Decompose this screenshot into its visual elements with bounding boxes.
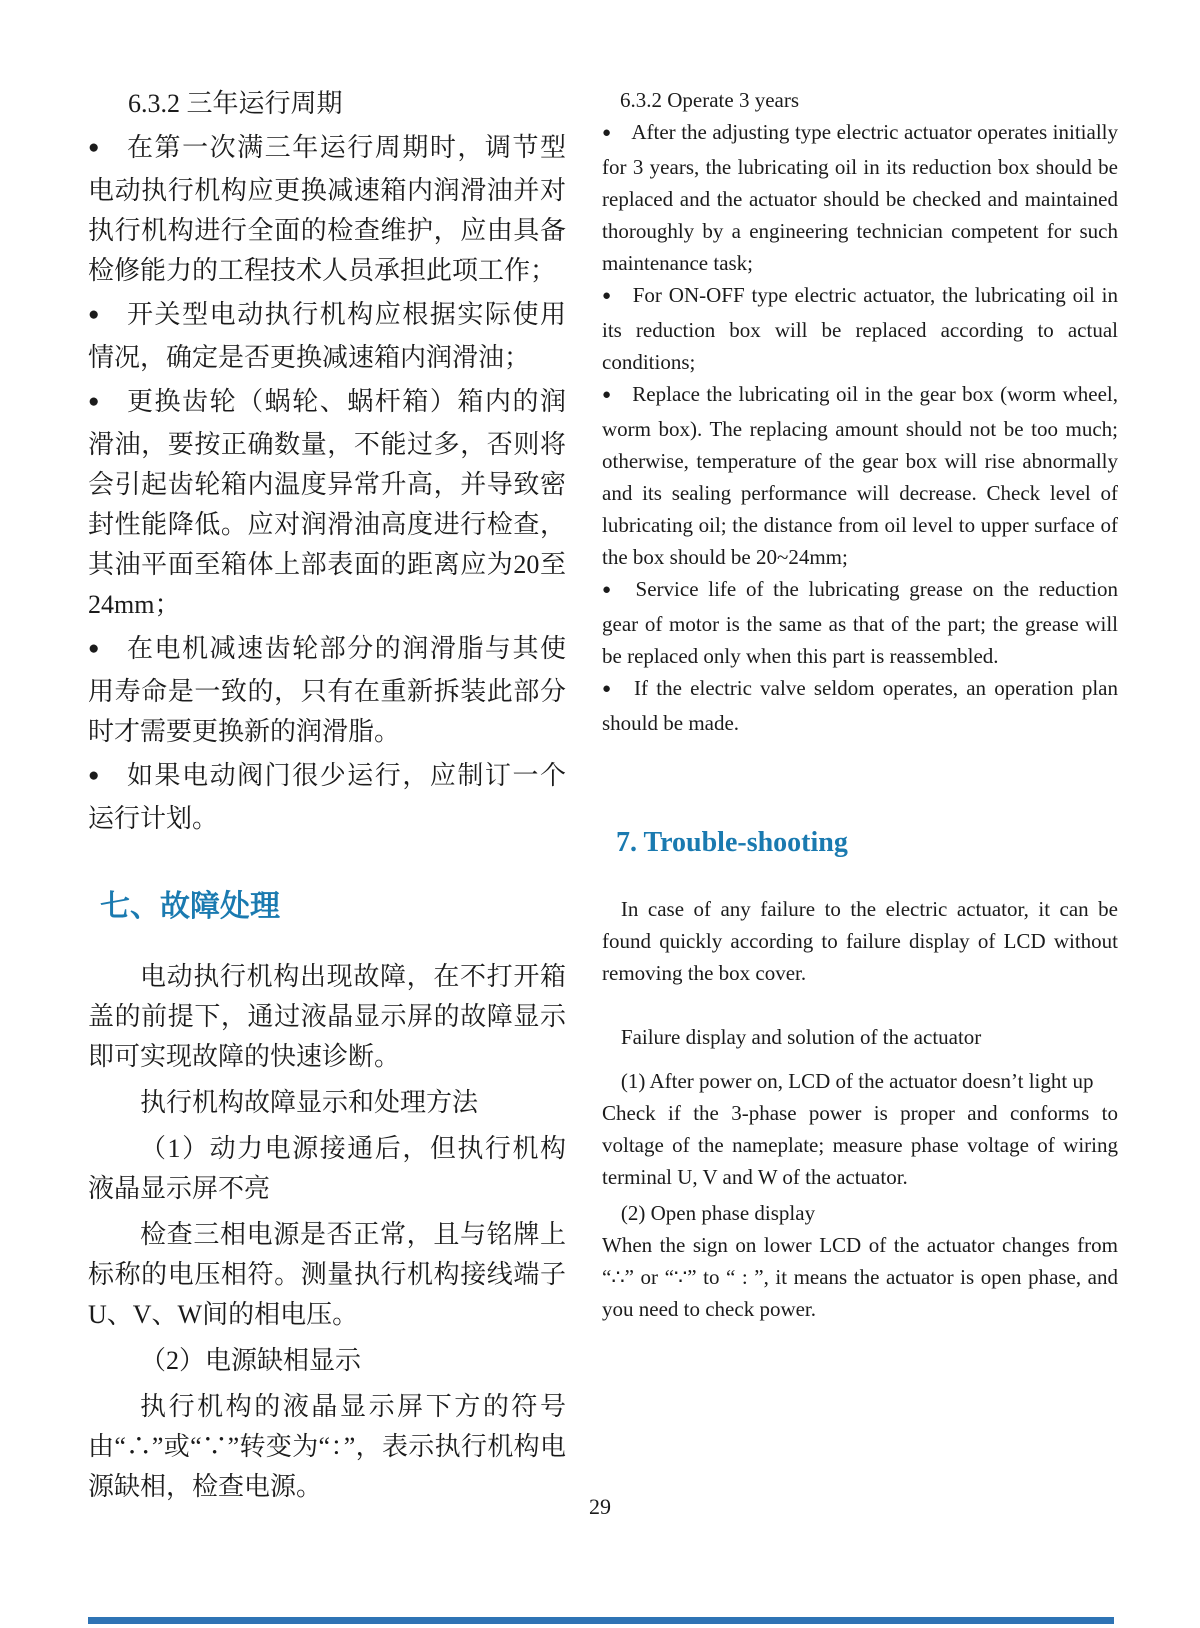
en-bullet-item (602, 573, 1118, 672)
zh-bullet-item (88, 629, 566, 752)
zh-paragraph: （2）电源缺相显示 (140, 1346, 362, 1375)
bullet-icon: ● (88, 391, 102, 412)
bullet-icon: ● (602, 387, 613, 403)
zh-bullet-text: 开关型电动执行机构应根据实际使用情况，确定是否更换减速箱内润滑油； (88, 300, 566, 372)
en-bullet-item (602, 672, 1118, 739)
bullet-icon: ● (602, 582, 616, 598)
en-bullet-item (602, 116, 1118, 279)
bullet-icon: ● (88, 137, 102, 158)
zh-bullet-text: 在第一次满三年运行周期时，调节型电动执行机构应更换减速箱内润滑油并对执行机构进行全面的检查维护，应由具备检修能力的工程技术人员承担此项工作； (88, 133, 566, 285)
en-bullet-text: If the electric valve seldom operates, an operation plan should be made. (602, 676, 1118, 735)
footer-divider (88, 1617, 1114, 1624)
en-paragraph: Failure display and solution of the actuator (620, 1025, 982, 1049)
zh-bullet-item (88, 382, 566, 625)
en-bullet-item (602, 378, 1118, 573)
en-trouble-heading: 7. Trouble-shooting (616, 827, 848, 858)
zh-bullet-text: 如果电动阀门很少运行，应制订一个运行计划。 (88, 761, 566, 833)
bullet-icon: ● (602, 681, 615, 697)
en-bullet-text: Replace the lubricating oil in the gear box (worm wheel, worm box). The replacing amount should not be too much; otherwise, temperature of the gear box will rise abnormally and its sealing performance will decrease. Check level of lubricating oil; the distance from oil level to upper surface of the box should be 20~24mm; (602, 382, 1118, 569)
bullet-icon: ● (88, 304, 102, 325)
en-maintenance-heading: 6.3.2 Operate 3 years (620, 88, 800, 112)
en-paragraph: Check if the 3-phase power is proper and conforms to voltage of the nameplate; measure phase voltage of wiring terminal U, V and W of the actuator. (602, 1101, 1118, 1189)
en-paragraph: (1) After power on, LCD of the actuator doesn’t light up (620, 1069, 1094, 1093)
zh-paragraph: 执行机构的液晶显示屏下方的符号由“∴”或“∵”转变为“：”，表示执行机构电源缺相，检查电源。 (88, 1392, 566, 1501)
zh-bullet-item (88, 756, 566, 839)
en-bullet-text: Service life of the lubricating grease on the reduction gear of motor is the same as that of the part; the grease will be replaced only when this part is reassembled. (602, 577, 1118, 668)
zh-paragraph: 执行机构故障显示和处理方法 (140, 1088, 479, 1117)
en-bullet-item (602, 279, 1118, 378)
bullet-icon: ● (602, 288, 613, 304)
zh-paragraph: 检查三相电源是否正常，且与铭牌上标称的电压相符。测量执行机构接线端子U、V、W间的相电压。 (88, 1220, 566, 1329)
zh-bullet-item (88, 295, 566, 378)
zh-paragraph: 电动执行机构出现故障，在不打开箱盖的前提下，通过液晶显示屏的故障显示即可实现故障的快速诊断。 (88, 962, 566, 1071)
zh-maintenance-heading: 6.3.2 三年运行周期 (128, 89, 343, 118)
bullet-icon: ● (88, 765, 102, 786)
page-number: 29 (589, 1494, 611, 1519)
chinese-column (88, 84, 566, 1507)
en-paragraph: (2) Open phase display (620, 1201, 816, 1225)
zh-trouble-heading: 七、故障处理 (100, 890, 280, 923)
en-paragraph: When the sign on lower LCD of the actuator changes from “∴” or “∵” to “ : ”, it means the actuator is open phase, and you need to check power. (602, 1233, 1118, 1321)
english-column (602, 84, 1118, 1507)
zh-bullet-text: 更换齿轮（蜗轮、蜗杆箱）箱内的润滑油，要按正确数量，不能过多，否则将会引起齿轮箱内温度异常升高，并导致密封性能降低。应对润滑油高度进行检查，其油平面至箱体上部表面的距离应为20至24mm； (88, 387, 566, 619)
en-bullet-text: After the adjusting type electric actuator operates initially for 3 years, the lubricating oil in its reduction box should be replaced and the actuator should be checked and maintained thoroughly by a engineering technician competent for such maintenance task; (602, 120, 1118, 275)
zh-bullet-item (88, 128, 566, 291)
zh-bullet-text: 在电机减速齿轮部分的润滑脂与其使用寿命是一致的，只有在重新拆装此部分时才需要更换新的润滑脂。 (88, 634, 566, 746)
bullet-icon: ● (88, 638, 102, 659)
bullet-icon: ● (602, 125, 612, 141)
en-bullet-text: For ON-OFF type electric actuator, the lubricating oil in its reduction box will be replaced according to actual conditions; (602, 283, 1119, 374)
zh-paragraph: （1）动力电源接通后，但执行机构液晶显示屏不亮 (88, 1134, 566, 1203)
en-paragraph: In case of any failure to the electric actuator, it can be found quickly according to failure display of LCD without removing the box cover. (602, 897, 1118, 985)
